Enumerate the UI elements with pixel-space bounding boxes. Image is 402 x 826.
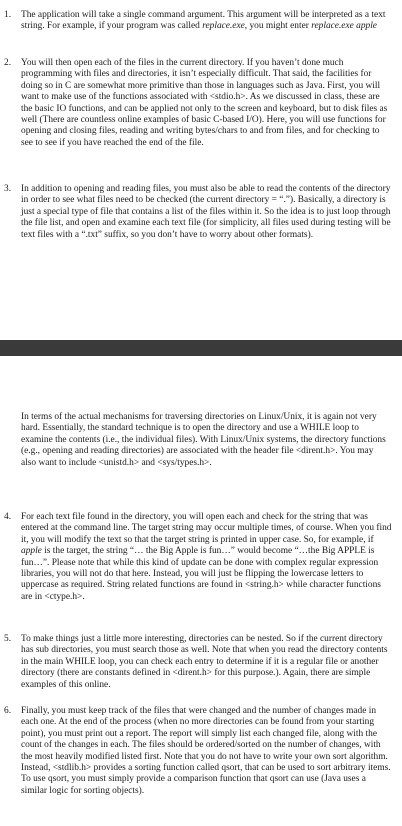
item-number: 4.: [4, 512, 12, 522]
directory-intro-paragraph: In terms of the actual mechanisms for traversing directories on Linux/Unix, it is again not very hard. Essentially, the standard technique is to open the directory and use a WHILE loop to examine the contents (i.e., the individual files). With Linux/Unix systems, the directory functions (e.g., opening and reading directories) are associated with the header file <dirent.h>. You may also want to include <unistd.h> and <sys/types.h>.: [21, 412, 386, 468]
list-item-2: [4, 58, 392, 149]
item-text: Finally, you must keep track of the files that were changed and the number of changes made in each one. At the end of the process (when no more directories can be found from your starting point), you must print out a report. The report will simply list each changed file, along with the count of the changes in each. The files should be ordered/sorted on the number of changes, with the most heavily modified listed first. Note that you do not have to write your own sort algorithm. Instead, <stdlib.h> provides a sorting function called qsort, that can be used to sort arbitrary items. To use qsort, you must simply provide a comparison function that qsort can use (Java uses a similar logic for sorting objects).: [21, 706, 391, 796]
item-text: To make things just a little more interesting, directories can be nested. So if the current directory has sub directories, you must search those as well. Note that when you read the directory contents in the main WHILE loop, you can check each entry to determine if it is a regular file or another directory (there are constants defined in <dirent.h> for this purpose.). Again, there are simple examples of this online.: [21, 634, 388, 690]
item-text: The application will take a single command argument. This argument will be interpreted as a text string. For example, if your program was called replace.exe, you might enter replace.exe apple: [21, 10, 386, 32]
item-text: You will then open each of the files in the current directory. If you haven’t done much programming with files and directories, it isn’t especially difficult. That said, the facilities for doing so in C are somewhat more primitive than those in languages such as Java. First, you will want to make use of the functions associated with <stdio.h>. As we discussed in class, these are the basic IO functions, and can be applied not only to the screen and keyboard, but to disk files as well (There are countless online examples of basic C-based I/O). Here, you will use functions for opening and closing files, reading and writing bytes/chars to and from files, and for checking to see to see if you have reached the end of the file.: [21, 58, 388, 148]
page-bottom: [0, 356, 402, 826]
item-number: 3.: [4, 184, 12, 194]
item-number: 5.: [4, 634, 12, 644]
list-item-5: [4, 634, 392, 691]
list-item-4: [4, 512, 392, 603]
item-number: 2.: [4, 58, 12, 68]
example-target: apple: [21, 546, 42, 557]
list-item-1: [4, 10, 392, 33]
list-item-6: [4, 706, 392, 797]
example-command: replace.exe apple: [311, 21, 377, 32]
item-number: 6.: [4, 706, 12, 716]
list-item-3: [4, 184, 392, 241]
page-top: [0, 0, 402, 332]
item-number: 1.: [4, 10, 12, 20]
item-text: For each text file found in the directory, you will open each and check for the string that was entered at the command line. The target string may occur multiple times, of course. When you find it, you will modify the text so that the target string is printed in upper case. So, for example, if apple is the target, the string “… the Big Apple is fun…” would become “…the Big APPLE is fun…”. Please note that while this kind of update can be done with complex regular expression libraries, you will not do that here. Instead, you will just be flipping the lowercase letters to uppercase as required. String related functions are found in <string.h> while character functions are in <ctype.h>.: [21, 512, 392, 602]
item-text: In addition to opening and reading files, you must also be able to read the contents of the directory in order to see what files need to be checked (the current directory = “.”). Basically, a directory is just a special type of file that contains a list of the files within it. So the idea is to just loop through the file list, and open and examine each text file (for simplicity, all files used during testing will be text files with a “.txt” suffix, so you don’t have to worry about other formats).: [21, 184, 391, 240]
example-program-name: replace.exe: [202, 21, 245, 32]
page-break-divider: [0, 340, 402, 356]
